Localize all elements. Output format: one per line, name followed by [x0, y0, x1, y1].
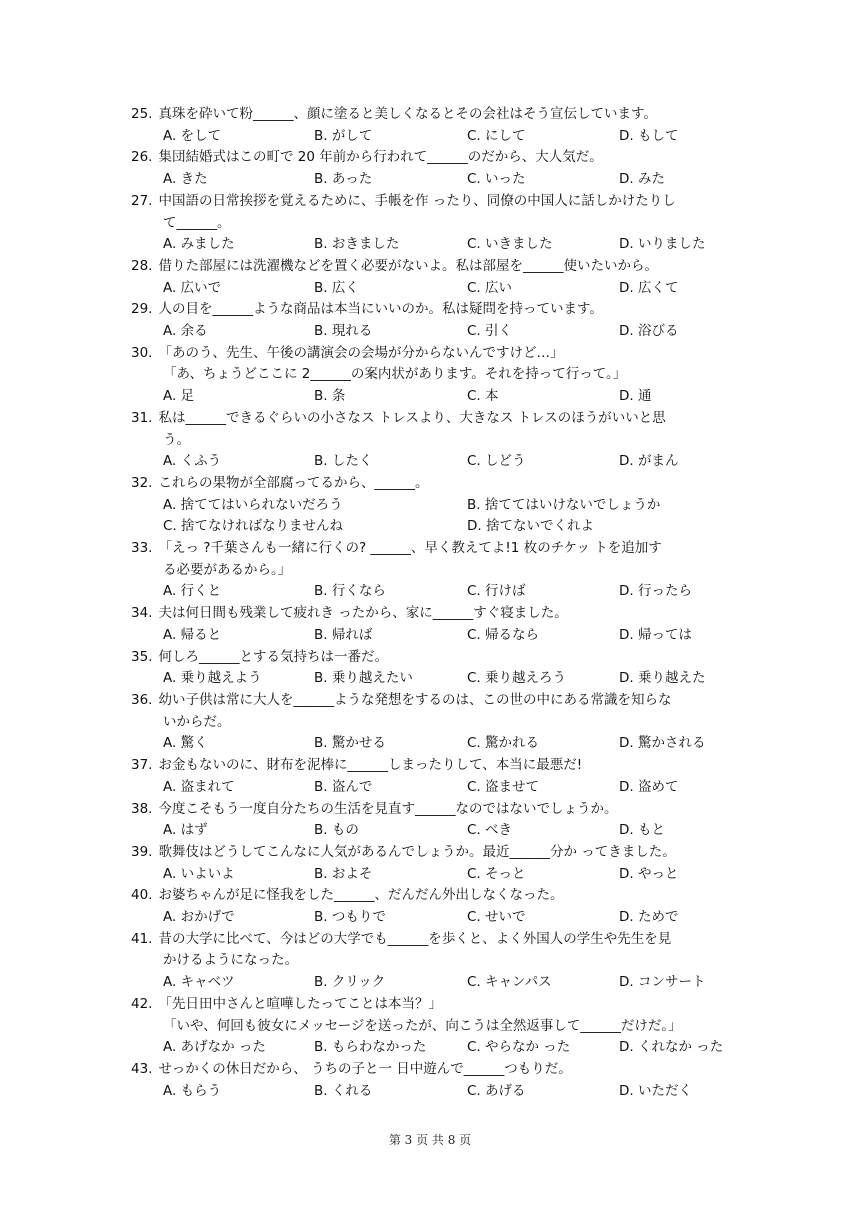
- question-item: [131, 799, 741, 842]
- answer-option[interactable]: A. 捨ててはいられないだろう: [163, 496, 343, 513]
- question-item: [131, 603, 741, 646]
- question-text: 人の目を______ような商品は本当にいいのか。私は疑問を持っています。: [158, 301, 603, 318]
- question-line: [131, 256, 741, 278]
- answer-option[interactable]: C. しどう: [467, 453, 526, 470]
- answer-options: [131, 864, 741, 886]
- question-text: 今度こそもう一度自分たちの生活を見直す______なのではないでしょうか。: [158, 800, 618, 817]
- question-text: お金もないのに、財布を泥棒に______しまったりして、本当に最悪だ!: [158, 757, 583, 774]
- answer-options: [131, 1037, 741, 1059]
- question-item: [131, 690, 741, 755]
- question-text: 借りた部屋には洗濯機などを置く必要がないよ。私は部屋を______使いたいから。: [158, 257, 658, 274]
- answer-option[interactable]: A. いよいよ: [163, 865, 235, 882]
- answer-option[interactable]: D. がまん: [619, 453, 679, 470]
- answer-options: [131, 1081, 741, 1103]
- answer-option[interactable]: B. 乗り越えたい: [314, 670, 413, 687]
- answer-option[interactable]: C. いきました: [467, 236, 553, 253]
- answer-options: [131, 516, 741, 538]
- question-line: [131, 343, 741, 365]
- question-item: [131, 755, 741, 798]
- answer-option[interactable]: C. いった: [467, 171, 526, 188]
- question-text-continued: て______。: [163, 214, 231, 231]
- question-text: 真珠を砕いて粉______、顔に塗ると美しくなるとその会社はそう宣伝しています。: [158, 106, 657, 122]
- answer-option[interactable]: A. きた: [163, 171, 208, 188]
- question-text: 昔の大学に比べて、今はどの大学でも______を歩くと、よく外国人の学生や先生を見: [158, 930, 672, 947]
- question-number: 39.: [131, 843, 153, 860]
- question-line: [131, 1059, 741, 1081]
- answer-option[interactable]: D. 広くて: [619, 279, 679, 296]
- question-item: [131, 538, 741, 603]
- answer-option[interactable]: C. せいで: [467, 909, 526, 926]
- answer-options: [131, 733, 741, 755]
- answer-option[interactable]: B. したく: [314, 453, 373, 470]
- answer-option[interactable]: D. もして: [619, 127, 679, 144]
- answer-options: [131, 451, 741, 473]
- answer-options: [131, 169, 741, 191]
- answer-option[interactable]: B. 帰れば: [314, 626, 373, 643]
- question-line: [131, 755, 741, 777]
- answer-option[interactable]: B. 盗んで: [314, 778, 373, 795]
- question-number: 28.: [131, 257, 153, 274]
- question-line: [131, 842, 741, 864]
- question-item: [131, 408, 741, 473]
- question-line: [131, 408, 741, 430]
- answer-option[interactable]: B. 条: [314, 388, 346, 405]
- question-number: 35.: [131, 648, 153, 665]
- question-text: これらの果物が全部腐ってるから、______。: [158, 474, 429, 491]
- answer-option[interactable]: C. あげる: [467, 1082, 526, 1099]
- question-item: [131, 191, 741, 256]
- answer-options: [131, 278, 741, 300]
- answer-option[interactable]: C. そっと: [467, 865, 526, 882]
- question-item: [131, 929, 741, 994]
- answer-option[interactable]: A. 行くと: [163, 583, 222, 600]
- question-item: [131, 104, 741, 147]
- answer-option[interactable]: D. みた: [619, 171, 665, 188]
- question-number: 43.: [131, 1060, 153, 1077]
- answer-option[interactable]: D. コンサート: [619, 974, 706, 991]
- question-line: [131, 647, 741, 669]
- answer-option[interactable]: D. 通: [619, 388, 652, 405]
- answer-option[interactable]: B. 捨ててはいけないでしょうか: [467, 496, 661, 513]
- question-text: 集団結婚式はこの町で 20 年前から行われて______のだから、大人気だ。: [158, 149, 603, 166]
- question-text: お婆ちゃんが足に怪我をした______、だんだん外出しなくなった。: [158, 887, 564, 904]
- answer-option[interactable]: A. 驚く: [163, 735, 208, 752]
- answer-options: [131, 972, 741, 994]
- question-text: 「えっ ?千葉さんも一緒に行くの? ______、早く教えてよ!1 枚のチケッ トを追加す: [158, 540, 662, 557]
- question-text: 夫は何日間も残業して疲れき ったから、家に______すぐ寝ました。: [158, 605, 568, 622]
- question-number: 29.: [131, 301, 153, 318]
- answer-options: [131, 820, 741, 842]
- answer-option[interactable]: C. 広い: [467, 279, 513, 296]
- answer-option[interactable]: B. くれる: [314, 1082, 373, 1099]
- answer-option[interactable]: D. 驚かされる: [619, 735, 706, 752]
- question-number: 33.: [131, 540, 153, 557]
- page-footer: 第 3 页 共 8 页: [388, 1133, 472, 1147]
- answer-option[interactable]: D. もと: [619, 822, 665, 839]
- answer-option[interactable]: B. 驚かせる: [314, 735, 386, 752]
- answer-option[interactable]: C. キャンパス: [467, 974, 552, 991]
- question-number: 25.: [131, 106, 153, 122]
- question-item: [131, 473, 741, 538]
- question-number: 38.: [131, 800, 153, 817]
- question-number: 27.: [131, 192, 153, 209]
- answer-option[interactable]: B. つもりで: [314, 909, 386, 926]
- answer-option[interactable]: C. 引く: [467, 323, 513, 340]
- answer-options: [131, 777, 741, 799]
- question-text-continued: いからだ。: [163, 713, 231, 730]
- answer-option[interactable]: A. くふう: [163, 453, 222, 470]
- question-item: [131, 256, 741, 299]
- question-number: 32.: [131, 474, 153, 491]
- answer-options: [131, 495, 741, 517]
- question-item: [131, 299, 741, 342]
- question-text: 「先日田中さんと喧嘩したってことは本当？」: [158, 995, 442, 1012]
- answer-option[interactable]: D. 盗めて: [619, 778, 679, 795]
- question-text: 私は______できるぐらいの小さなス トレスより、大きなス トレスのほうがいいと思: [158, 409, 666, 426]
- answer-option[interactable]: A. 広いで: [163, 279, 222, 296]
- answer-option[interactable]: A. おかげで: [163, 909, 235, 926]
- answer-option[interactable]: A. もらう: [163, 1082, 222, 1099]
- answer-options: [131, 668, 741, 690]
- answer-option[interactable]: A. あげなか った: [163, 1039, 266, 1056]
- answer-option[interactable]: A. はず: [163, 822, 208, 839]
- question-number: 36.: [131, 691, 153, 708]
- answer-option[interactable]: B. おきました: [314, 236, 400, 253]
- answer-options: [131, 625, 741, 647]
- answer-option[interactable]: C. 行けば: [467, 583, 526, 600]
- answer-options: [131, 581, 741, 603]
- answer-option[interactable]: C. にして: [467, 127, 526, 144]
- question-line: [131, 147, 741, 169]
- answer-option[interactable]: D. 浴びる: [619, 323, 679, 340]
- question-line: [131, 885, 741, 907]
- answer-option[interactable]: B. もらわなかった: [314, 1039, 427, 1056]
- question-text-continued: 「いや、何回も彼女にメッセージを送ったが、向こうは全然返事して______だけだ。」: [163, 1017, 682, 1034]
- question-number: 42.: [131, 995, 153, 1012]
- answer-option[interactable]: B. 広く: [314, 279, 359, 296]
- question-line: [131, 191, 741, 213]
- question-list: [131, 104, 741, 1102]
- question-line: [131, 994, 741, 1016]
- answer-option[interactable]: D. やっと: [619, 865, 679, 882]
- question-text: せっかくの休日だから、 うちの子と一 日中遊んで______つもりだ。: [158, 1060, 572, 1077]
- question-number: 37.: [131, 757, 153, 774]
- answer-option[interactable]: A. 帰ると: [163, 626, 222, 643]
- question-text-continued: かけるようになった。: [163, 952, 298, 969]
- question-number: 26.: [131, 149, 153, 166]
- question-item: [131, 647, 741, 690]
- question-item: [131, 343, 741, 408]
- question-item: [131, 147, 741, 190]
- answer-option[interactable]: B. もの: [314, 822, 359, 839]
- question-line: [131, 538, 741, 560]
- question-item: [131, 994, 741, 1059]
- question-line: [131, 104, 741, 126]
- answer-option[interactable]: B. あった: [314, 171, 373, 188]
- question-line: [131, 473, 741, 495]
- question-text: 幼い子供は常に大人を______ような発想をするのは、この世の中にある常識を知らな: [158, 691, 672, 708]
- answer-option[interactable]: D. 行ったら: [619, 583, 692, 600]
- question-line: [131, 799, 741, 821]
- answer-options: [131, 321, 741, 343]
- question-text: 何しろ______とする気持ちは一番だ。: [158, 648, 388, 665]
- answer-option[interactable]: C. 盗ませて: [467, 778, 540, 795]
- question-text: 中国語の日常挨拶を覚えるために、手帳を作 ったり、同僚の中国人に話しかけたりし: [158, 192, 676, 209]
- question-item: [131, 885, 741, 928]
- answer-option[interactable]: A. みました: [163, 236, 235, 253]
- answer-option[interactable]: C. 驚かれる: [467, 735, 540, 752]
- answer-option[interactable]: D. 帰っては: [619, 626, 692, 643]
- answer-options: [131, 386, 741, 408]
- answer-options: [131, 907, 741, 929]
- answer-option[interactable]: B. クリック: [314, 974, 386, 991]
- question-number: 30.: [131, 344, 153, 361]
- question-line: [131, 603, 741, 625]
- answer-option[interactable]: C. やらなか った: [467, 1039, 571, 1056]
- question-line: [131, 690, 741, 712]
- question-item: [131, 1059, 741, 1102]
- question-number: 34.: [131, 605, 153, 622]
- question-number: 40.: [131, 887, 153, 904]
- answer-option[interactable]: D. 捨てないでくれよ: [467, 518, 594, 535]
- answer-options: [131, 234, 741, 256]
- answer-option[interactable]: A. 盗まれて: [163, 778, 235, 795]
- question-text: 歌舞伎はどうしてこんなに人気があるんでしょうか。最近______分か ってきました。: [158, 843, 676, 860]
- question-number: 41.: [131, 930, 153, 947]
- answer-option[interactable]: A. キャベツ: [163, 974, 235, 991]
- answer-option[interactable]: D. 乗り越えた: [619, 670, 706, 687]
- question-line: [131, 299, 741, 321]
- question-number: 31.: [131, 409, 153, 426]
- answer-option[interactable]: A. をして: [163, 127, 222, 144]
- answer-option[interactable]: B. がして: [314, 127, 373, 144]
- answer-option[interactable]: C. べき: [467, 822, 513, 839]
- answer-option[interactable]: C. 本: [467, 388, 499, 405]
- answer-option[interactable]: B. 現れる: [314, 323, 373, 340]
- question-text-continued: 「あ、ちょうどここに 2______の案内状があります。それを持って行って。」: [163, 366, 627, 383]
- answer-option[interactable]: D. いただく: [619, 1082, 692, 1099]
- answer-option[interactable]: A. 足: [163, 388, 195, 405]
- answer-option[interactable]: C. 捨てなければなりませんね: [163, 518, 344, 535]
- answer-option[interactable]: B. 行くなら: [314, 583, 386, 600]
- answer-option[interactable]: B. およそ: [314, 865, 373, 882]
- question-text-continued: う。: [163, 431, 190, 448]
- answer-option[interactable]: C. 帰るなら: [467, 626, 540, 643]
- answer-option[interactable]: C. 乗り越えろう: [467, 670, 567, 687]
- answer-options: [131, 126, 741, 148]
- question-line: [131, 929, 741, 951]
- answer-option[interactable]: A. 乗り越えよう: [163, 670, 262, 687]
- answer-option[interactable]: D. ためで: [619, 909, 679, 926]
- answer-option[interactable]: D. くれなか った: [619, 1039, 724, 1056]
- question-text-continued: る必要があるから。」: [163, 561, 292, 578]
- question-item: [131, 842, 741, 885]
- question-text: 「あのう、先生、午後の講演会の会場が分からないんですけど…」: [158, 344, 564, 361]
- answer-option[interactable]: A. 余る: [163, 323, 208, 340]
- answer-option[interactable]: D. いりました: [619, 236, 706, 253]
